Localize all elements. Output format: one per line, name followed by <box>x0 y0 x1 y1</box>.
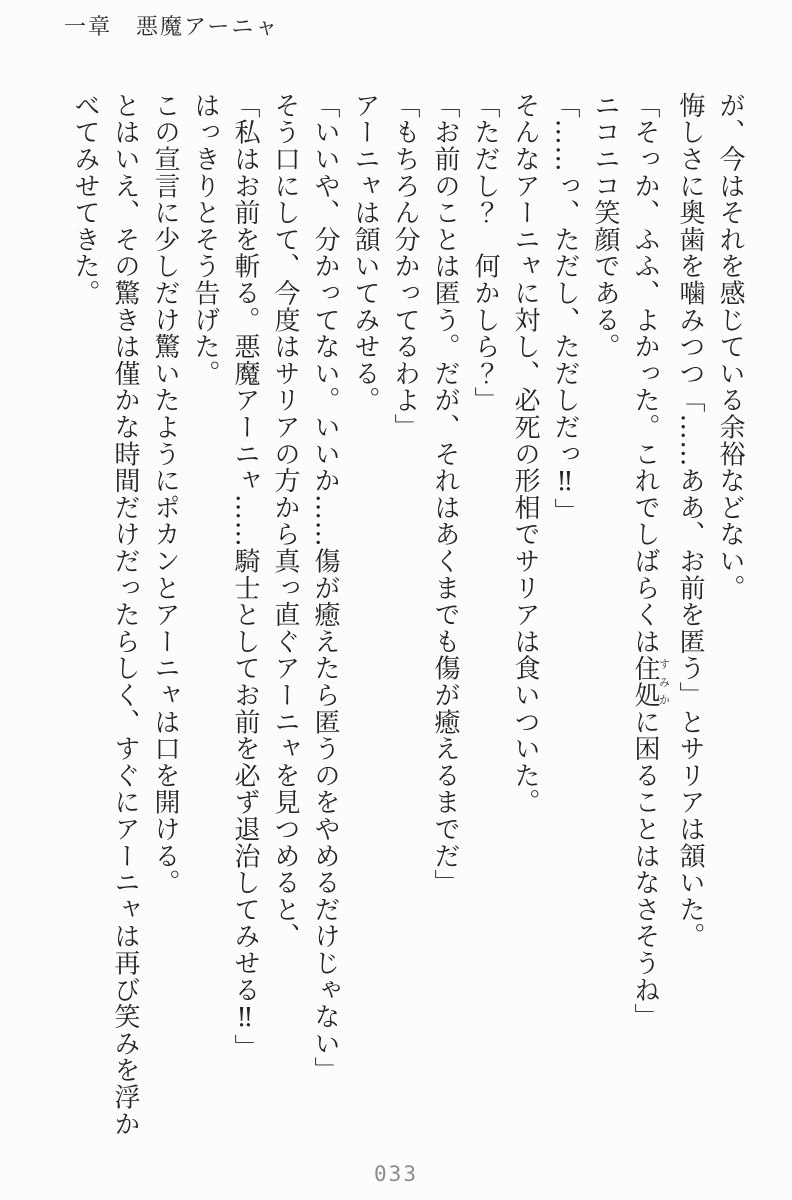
text-run: アーニャは頷いてみせる。 <box>350 92 380 414</box>
text-run: 悔しさに奥歯を噛みつつ「……ああ、お前を匿う」とサリアは頷いた。 <box>675 92 705 950</box>
text-line <box>265 92 305 1140</box>
text-line <box>505 92 545 1140</box>
furigana: すみか <box>657 654 671 709</box>
text-run: 「私はお前を斬る。悪魔アーニャ……騎士としてお前を必ず退治してみせる‼」 <box>230 92 260 1061</box>
text-line <box>145 92 185 1140</box>
text-run: が、今はそれを感じている余裕などない。 <box>715 92 745 602</box>
text-run: そう口にして、今度はサリアの方から真っ直ぐアーニャを見つめると、 <box>270 92 300 950</box>
page-number: 033 <box>374 1162 418 1186</box>
text-line <box>545 92 585 1140</box>
text-line <box>65 92 145 1140</box>
text-line <box>585 92 625 1140</box>
text-run: 「ただし？ 何かしら？」 <box>470 92 500 414</box>
body-text <box>65 92 750 1140</box>
text-line <box>345 92 385 1140</box>
text-line <box>385 92 425 1140</box>
text-line <box>670 92 710 1140</box>
text-run: そんなアーニャに対し、必死の形相でサリアは食いついた。 <box>510 92 540 816</box>
text-run: 「いいや、分かってない。いいか……傷が癒えたら匿うのをやめるだけじゃない」 <box>310 92 340 1084</box>
text-run: 「……っ、ただし、ただしだっ‼」 <box>550 92 580 525</box>
chapter-header: 一章 悪魔アーニャ <box>64 15 280 40</box>
text-run: とはいえ、その驚きは僅かな時間だけだったらしく、すぐにアーニャは再び笑みを浮かべてみせてきた。 <box>70 92 140 1138</box>
text-run: に困ることはなさそうね」 <box>630 708 660 1031</box>
ruby-word: 住処すみか <box>630 654 671 709</box>
text-line <box>305 92 345 1140</box>
text-line <box>185 92 225 1140</box>
text-run: ニコニコ笑顔である。 <box>590 92 620 360</box>
text-line <box>625 92 670 1140</box>
text-line <box>425 92 465 1140</box>
text-run: 「もちろん分かってるわよ」 <box>390 92 420 441</box>
text-run: 「お前のことは匿う。だが、それはあくまでも傷が癒えるまでだ」 <box>430 92 460 896</box>
text-line <box>225 92 265 1140</box>
text-line <box>710 92 750 1140</box>
text-run: この宣言に少しだけ驚いたようにポカンとアーニャは口を開ける。 <box>150 92 180 896</box>
text-line <box>465 92 505 1140</box>
text-run: はっきりとそう告げた。 <box>190 92 220 387</box>
text-run: 「そっか、ふふ、よかった。これでしばらくは <box>630 92 660 655</box>
